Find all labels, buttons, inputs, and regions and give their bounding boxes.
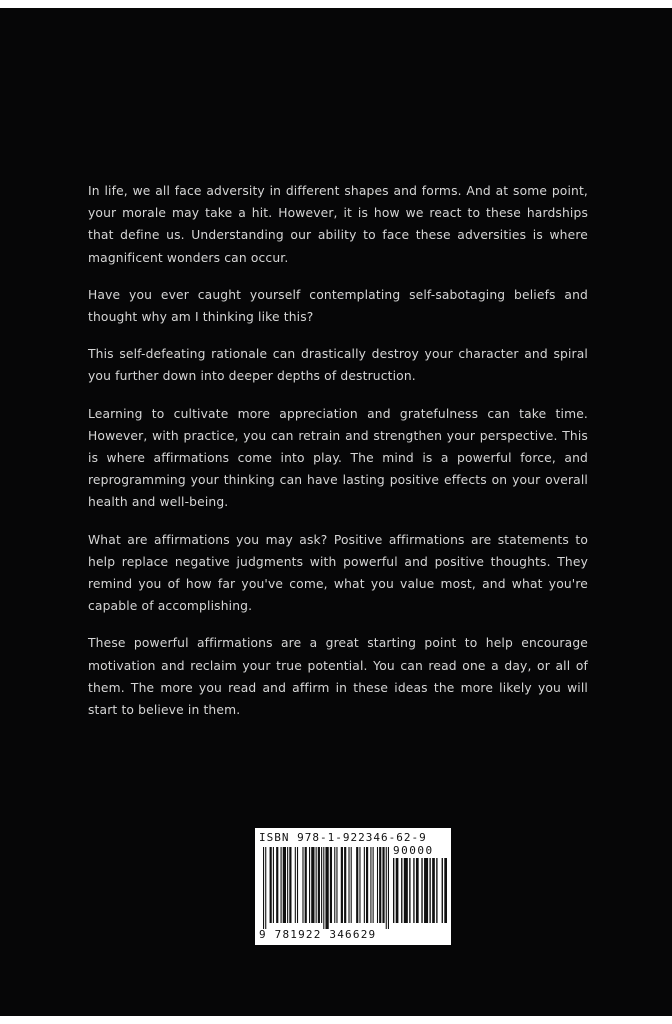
barcode-stripe: [366, 847, 368, 923]
barcode-stripe: [348, 847, 349, 923]
back-cover: [0, 8, 672, 1016]
barcode-stripe: [273, 847, 274, 923]
barcode-stripe: [359, 847, 360, 923]
addon-barcode-bars: [393, 858, 447, 929]
barcode-stripe: [341, 847, 343, 923]
barcode-stripe: [413, 858, 414, 923]
barcode-stripe: [336, 847, 337, 923]
barcode-stripe: [263, 847, 264, 929]
price-code: 90000: [393, 844, 434, 857]
barcode-stripe: [270, 847, 272, 923]
blurb-paragraph-1: In life, we all face adversity in different shapes and forms. And at some point, your morale may take a hit. However, it is how we react to these hardships that define us. Understanding our ability to face these adversities is where magnificent wonders can occur.: [88, 184, 588, 265]
barcode-stripe: [325, 847, 328, 929]
barcode-stripe: [364, 847, 365, 923]
barcode-stripe: [396, 858, 399, 923]
barcode-stripe: [370, 847, 371, 923]
barcode-stripe: [321, 847, 322, 923]
barcode-stripe: [379, 847, 381, 923]
barcode-stripe: [351, 847, 352, 923]
blurb-paragraph-3: This self-defeating rationale can drastically destroy your character and spiral you further down into deeper depths of destruction.: [88, 347, 588, 384]
barcode-stripe: [373, 847, 374, 923]
barcode-stripe: [289, 847, 291, 923]
barcode-stripe: [377, 847, 378, 923]
barcode-stripe: [409, 858, 410, 923]
barcode-stripe: [401, 858, 402, 923]
barcode-stripe: [305, 847, 307, 923]
barcode-stripe: [416, 858, 419, 923]
barcode-stripe: [421, 858, 422, 923]
barcode-stripe: [323, 847, 324, 929]
barcode-stripe: [265, 847, 266, 929]
barcode-stripe: [393, 858, 394, 923]
barcode-stripe: [311, 847, 314, 923]
barcode-stripe: [344, 847, 346, 923]
barcode-stripe: [318, 847, 320, 923]
barcode-stripe: [424, 858, 428, 923]
barcode-stripe: [316, 847, 317, 923]
barcode-stripe: [330, 847, 332, 923]
blurb-paragraph-5: What are affirmations you may ask? Positive affirmations are statements to help replace negative judgments with powerful and positive thoughts. They remind you of how far you've come, what you value most, and what you're capable of accomplishing.: [88, 532, 588, 614]
barcode-stripe: [302, 847, 303, 923]
barcode-stripe: [276, 847, 278, 923]
barcode-stripe: [436, 858, 437, 923]
barcode-stripe: [283, 847, 286, 923]
blurb-paragraph-2: Have you ever caught yourself contemplating self-sabotaging beliefs and thought why am I thinking like this?: [88, 287, 588, 325]
barcode-stripe: [388, 847, 389, 929]
barcode-stripe: [404, 858, 408, 923]
barcode-stripe: [297, 847, 298, 923]
barcode-stripe: [442, 858, 443, 923]
barcode-stripe: [386, 847, 387, 929]
blurb-paragraph-4: Learning to cultivate more appreciation and gratefulness can take time. However, with practice, you can retrain and strengthen your perspective. This is where affirmations come into play. The mind is a powerful force, and reprogramming your thinking can have lasting positive effects on your overall health and well-being.: [88, 406, 588, 510]
barcode-stripe: [356, 847, 358, 923]
isbn-label: ISBN 978-1-922346-62-9: [259, 831, 427, 844]
barcode-stripe: [281, 847, 282, 923]
barcode-stripe: [432, 858, 435, 923]
barcode-stripe: [334, 847, 335, 923]
barcode-stripe: [382, 847, 384, 923]
barcode-stripe: [287, 847, 288, 923]
barcode-stripe: [295, 847, 296, 923]
isbn-barcode: [255, 828, 451, 945]
ean-digits: 9 781922 346629: [259, 928, 377, 941]
barcode-stripe: [444, 858, 447, 923]
ean-barcode-bars: [263, 847, 389, 929]
barcode-stripe: [309, 847, 310, 923]
blurb-paragraph-6: These powerful affirmations are a great starting point to help encourage motivation and reclaim your true potential. You can read one a day, or all of them. The more you read and affirm in these ideas the more likely you will start to believe in them.: [88, 636, 588, 718]
blurb-text: [88, 180, 588, 736]
barcode-stripe: [429, 858, 430, 923]
